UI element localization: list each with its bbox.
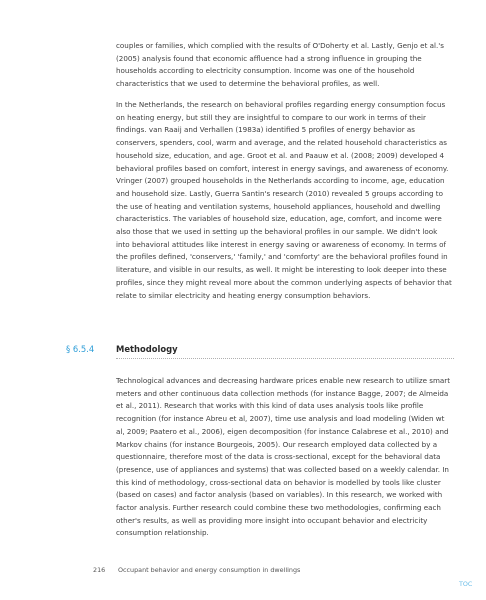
paragraph-methodology: Technological advances and decreasing hardware prices enable new research to utilize smart meters and other continuous data collection methods (for instance Bagge, 2007; de Almeida et al., 2011). Research that works with this kind of data uses analysis tools like profile recognition (for instance Abreu et al, 2007), time use analysis and load modeling (Widen wt al, 2009; Paatero et al., 2006), eigen decomposition (for instance Calabrese et al., 2010) and Markov chains (for instance Bourgeois, 2005). Our research employed data collected by a questionnaire, therefore most of the data is cross-sectional, except for the behavioral data (presence, use of appliances and systems) that was collected based on a weekly calendar. In this kind of methodology, cross-sectional data on behavior is modelled by tools like cluster (based on cases) and factor analysis (based on variables). In this research, we worked with factor analysis. Further research could combine these two methodologies, confirming each other's results, as well as providing more insight into occupant behavior and electricity consumption relationship. [116, 376, 451, 538]
section-divider [116, 358, 454, 359]
page-number: 216 [93, 566, 106, 574]
running-title: Occupant behavior and energy consumption in dwellings [118, 566, 301, 574]
section-title: Methodology [116, 344, 178, 354]
toc-link[interactable]: TOC [459, 580, 473, 588]
paragraph-netherlands: In the Netherlands, the research on behavioral profiles regarding energy consumption focus on heating energy, but still they are insightful to compare to our work in terms of their findings. van Raaij and Verhallen (1983a) identified 5 profiles of energy behavior as conservers, spenders, cool, warm and average, and the related household characteristics as household size, education, and age. Groot et al. and Paauw et al. (2008; 2009) developed 4 behavioral profiles based on comfort, interest in energy savings, and awareness of economy. Vringer (2007) grouped households in the Netherlands according to income, age, education and household size. Lastly, Guerra Santin's research (2010) revealed 5 groups according to the use of heating and ventilation systems, household appliances, household and dwelling characteristics. The variables of household size, education, age, comfort, and income were also those that we used in setting up the behavioral profiles in our sample. We didn't look into behavioral attitudes like interest in energy saving or awareness of economy. In terms of the profiles defined, 'conservers,' 'family,' and 'comforty' are the behavioral profiles found in literature, and visible in our results, as well. It might be interesting to look deeper into these profiles, since they might reveal more about the common underlying aspects of behavior that relate to similar electricity and heating energy consumption behaviors. [116, 100, 452, 300]
section-number: § 6.5.4 [66, 344, 95, 354]
paragraph-intro: couples or families, which complied with the results of O'Doherty et al. Lastly, Genjo et al.'s (2005) analysis found that economic affluence had a strong influence in grouping the households according to electricity consumption. Income was one of the household characteristics that we used to determine the behavioral profiles, as well. [116, 41, 444, 89]
